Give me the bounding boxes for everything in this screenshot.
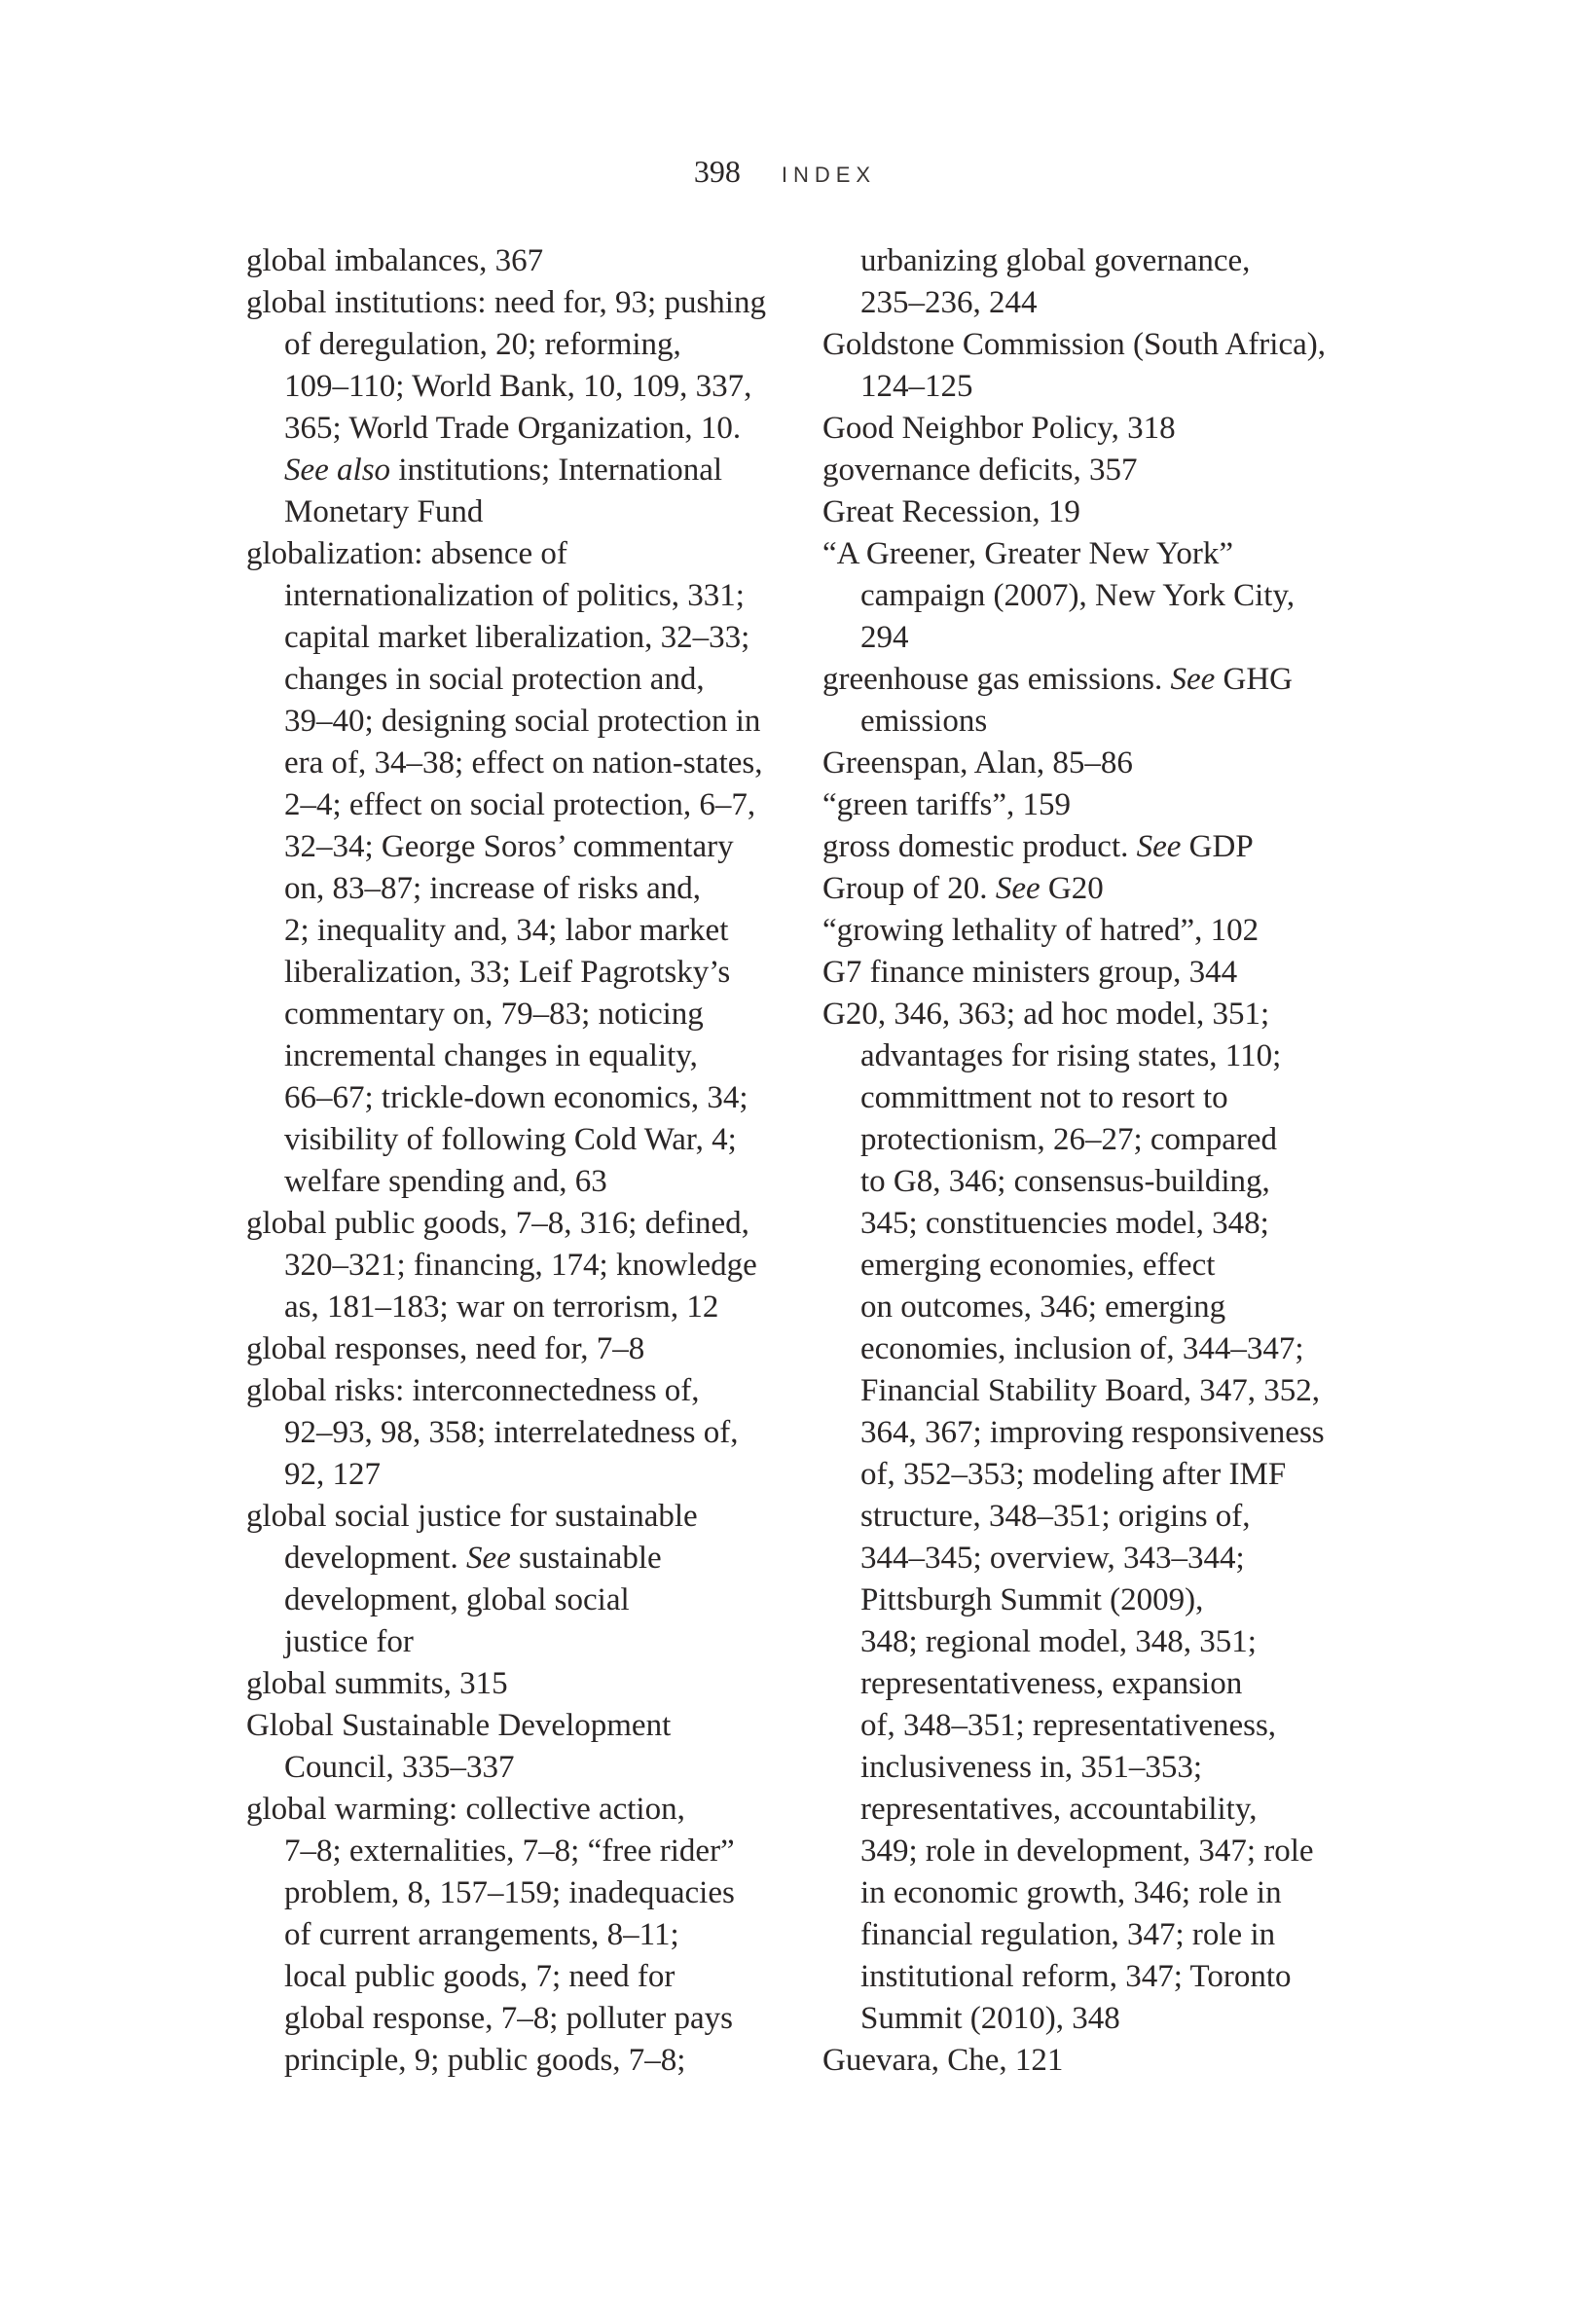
index-line: of current arrangements, 8–11; bbox=[284, 1917, 679, 1952]
index-line: changes in social protection and, bbox=[284, 662, 705, 697]
index-line: development. See sustainable bbox=[284, 1541, 662, 1576]
index-line: capital market liberalization, 32–33; bbox=[284, 620, 750, 655]
index-line: problem, 8, 157–159; inadequacies bbox=[284, 1875, 735, 1910]
index-line: global response, 7–8; polluter pays bbox=[284, 2001, 734, 2036]
index-line: 7–8; externalities, 7–8; “free rider” bbox=[284, 1834, 735, 1869]
index-line: Greenspan, Alan, 85–86 bbox=[822, 745, 1133, 781]
index-line: global public goods, 7–8, 316; defined, bbox=[246, 1206, 749, 1241]
index-line: justice for bbox=[284, 1624, 414, 1659]
index-line: 32–34; George Soros’ commentary bbox=[284, 829, 734, 864]
index-line: era of, 34–38; effect on nation-states, bbox=[284, 745, 763, 781]
index-line: incremental changes in equality, bbox=[284, 1038, 698, 1073]
index-line: institutional reform, 347; Toronto bbox=[860, 1959, 1292, 1994]
index-line: financial regulation, 347; role in bbox=[860, 1917, 1276, 1952]
index-line: Summit (2010), 348 bbox=[860, 2001, 1120, 2036]
index-line: principle, 9; public goods, 7–8; bbox=[284, 2043, 686, 2078]
index-line: 2–4; effect on social protection, 6–7, bbox=[284, 787, 756, 822]
index-line: visibility of following Cold War, 4; bbox=[284, 1122, 737, 1157]
index-line: development, global social bbox=[284, 1582, 630, 1617]
page-title: INDEX bbox=[781, 163, 877, 187]
index-line: gross domestic product. See GDP bbox=[822, 829, 1254, 864]
index-line: committment not to resort to bbox=[860, 1080, 1228, 1115]
index-line: campaign (2007), New York City, bbox=[860, 578, 1296, 613]
index-line: protectionism, 26–27; compared bbox=[860, 1122, 1277, 1157]
index-line: urbanizing global governance, bbox=[860, 243, 1251, 278]
index-line: on outcomes, 346; emerging bbox=[860, 1289, 1226, 1325]
index-line: Council, 335–337 bbox=[284, 1750, 515, 1785]
index-right-column bbox=[822, 240, 1382, 2082]
page-number: 398 bbox=[693, 154, 741, 189]
index-line: Guevara, Che, 121 bbox=[822, 2043, 1064, 2078]
index-line: global responses, need for, 7–8 bbox=[246, 1331, 645, 1366]
index-line: Financial Stability Board, 347, 352, bbox=[860, 1373, 1321, 1408]
index-line: “A Greener, Greater New York” bbox=[822, 536, 1234, 571]
index-line: 124–125 bbox=[860, 369, 973, 404]
index-line: emerging economies, effect bbox=[860, 1248, 1216, 1283]
index-line: emissions bbox=[860, 704, 988, 739]
index-line: 349; role in development, 347; role bbox=[860, 1834, 1314, 1869]
index-line: Great Recession, 19 bbox=[822, 494, 1080, 529]
index-line: representativeness, expansion bbox=[860, 1666, 1243, 1701]
index-line: local public goods, 7; need for bbox=[284, 1959, 675, 1994]
index-line: 39–40; designing social protection in bbox=[284, 704, 761, 739]
index-line: Good Neighbor Policy, 318 bbox=[822, 411, 1176, 446]
index-line: G20, 346, 363; ad hoc model, 351; bbox=[822, 997, 1270, 1032]
index-line: G7 finance ministers group, 344 bbox=[822, 955, 1238, 990]
index-line: advantages for rising states, 110; bbox=[860, 1038, 1282, 1073]
index-line: greenhouse gas emissions. See GHG bbox=[822, 662, 1293, 697]
index-line: of deregulation, 20; reforming, bbox=[284, 327, 681, 362]
index-line: liberalization, 33; Leif Pagrotsky’s bbox=[284, 955, 731, 990]
index-line: global risks: interconnectedness of, bbox=[246, 1373, 700, 1408]
index-line: 348; regional model, 348, 351; bbox=[860, 1624, 1257, 1659]
index-line: global social justice for sustainable bbox=[246, 1499, 698, 1534]
index-line: 320–321; financing, 174; knowledge bbox=[284, 1248, 757, 1283]
index-line: global warming: collective action, bbox=[246, 1792, 685, 1827]
index-line: 345; constituencies model, 348; bbox=[860, 1206, 1269, 1241]
index-line: 109–110; World Bank, 10, 109, 337, bbox=[284, 369, 752, 404]
index-line: of, 348–351; representativeness, bbox=[860, 1708, 1277, 1743]
index-line: 66–67; trickle-down economics, 34; bbox=[284, 1080, 748, 1115]
index-line: See also institutions; International bbox=[284, 453, 723, 488]
index-line: of, 352–353; modeling after IMF bbox=[860, 1457, 1287, 1492]
index-line: 365; World Trade Organization, 10. bbox=[284, 411, 742, 446]
index-line: 92–93, 98, 358; interrelatedness of, bbox=[284, 1415, 739, 1450]
index-line: Goldstone Commission (South Africa), bbox=[822, 327, 1326, 362]
index-line: “green tariffs”, 159 bbox=[822, 787, 1072, 822]
index-line: 92, 127 bbox=[284, 1457, 381, 1492]
running-head bbox=[0, 154, 1570, 190]
index-line: to G8, 346; consensus-building, bbox=[860, 1164, 1270, 1199]
index-line: internationalization of politics, 331; bbox=[284, 578, 745, 613]
index-line: Monetary Fund bbox=[284, 494, 484, 529]
index-line: Group of 20. See G20 bbox=[822, 871, 1104, 906]
index-line: structure, 348–351; origins of, bbox=[860, 1499, 1251, 1534]
index-line: 2; inequality and, 34; labor market bbox=[284, 913, 729, 948]
index-line: 235–236, 244 bbox=[860, 285, 1038, 320]
index-line: 364, 367; improving responsiveness bbox=[860, 1415, 1325, 1450]
index-line: representatives, accountability, bbox=[860, 1792, 1258, 1827]
index-line: inclusiveness in, 351–353; bbox=[860, 1750, 1203, 1785]
index-line: on, 83–87; increase of risks and, bbox=[284, 871, 701, 906]
index-line: 294 bbox=[860, 620, 909, 655]
index-line: 344–345; overview, 343–344; bbox=[860, 1541, 1245, 1576]
index-line: globalization: absence of bbox=[246, 536, 567, 571]
index-line: global institutions: need for, 93; pushing bbox=[246, 285, 766, 320]
index-line: commentary on, 79–83; noticing bbox=[284, 997, 704, 1032]
index-left-column bbox=[246, 240, 806, 2082]
index-line: governance deficits, 357 bbox=[822, 453, 1138, 488]
index-line: economies, inclusion of, 344–347; bbox=[860, 1331, 1304, 1366]
index-line: in economic growth, 346; role in bbox=[860, 1875, 1282, 1910]
index-line: Pittsburgh Summit (2009), bbox=[860, 1582, 1204, 1617]
index-line: Global Sustainable Development bbox=[246, 1708, 672, 1743]
index-line: global imbalances, 367 bbox=[246, 243, 544, 278]
index-line: “growing lethality of hatred”, 102 bbox=[822, 913, 1260, 948]
index-line: global summits, 315 bbox=[246, 1666, 508, 1701]
index-line: as, 181–183; war on terrorism, 12 bbox=[284, 1289, 719, 1325]
index-line: welfare spending and, 63 bbox=[284, 1164, 607, 1199]
